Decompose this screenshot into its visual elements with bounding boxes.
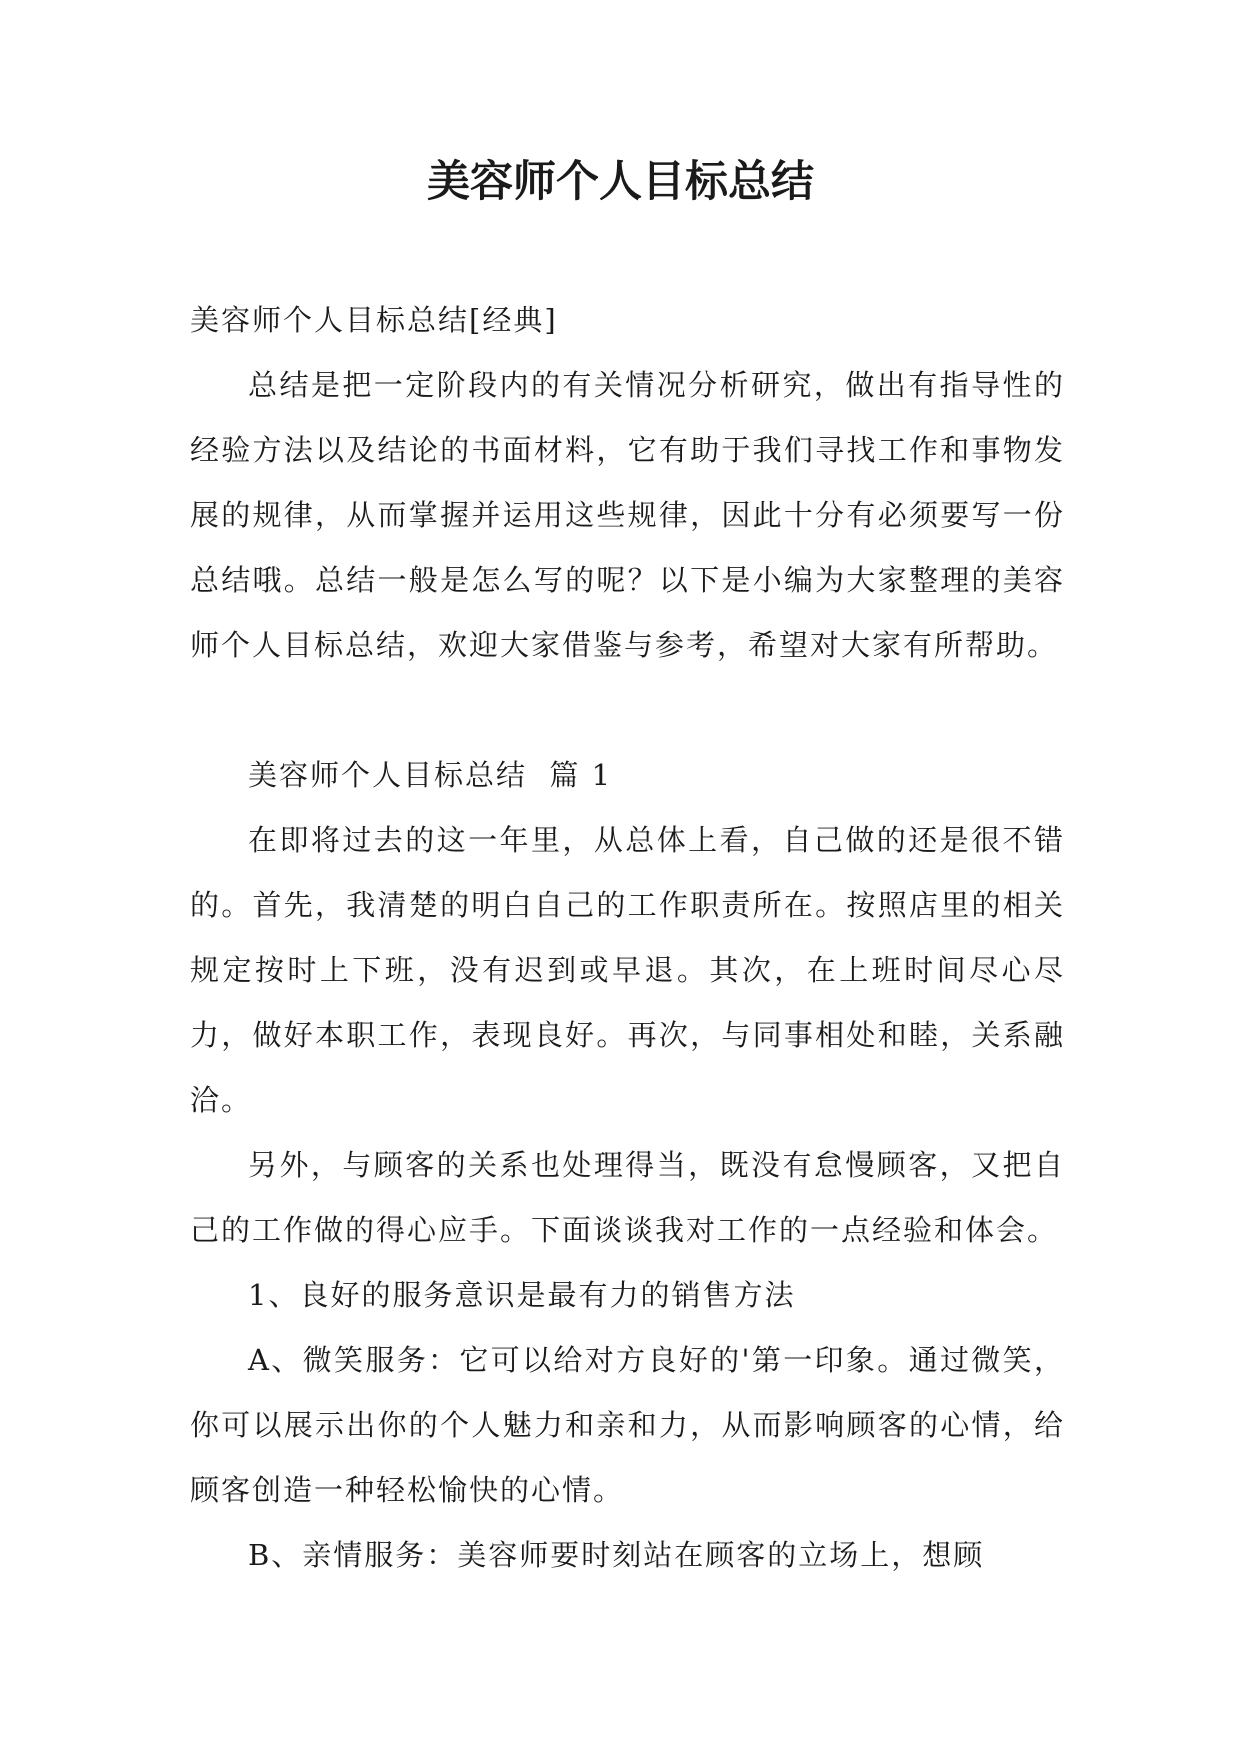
section-heading: 美容师个人目标总结 篇 1 — [248, 758, 613, 792]
document-body — [190, 288, 1065, 1588]
document-subtitle: 美容师个人目标总结[经典] — [190, 303, 558, 337]
list-item-a: A、微笑服务：它可以给对方良好的'第一印象。通过微笑，你可以展示出你的个人魅力和亲和力，从而影响顾客的心情，给顾客创造一种轻松愉快的心情。 — [190, 1343, 1065, 1507]
list-heading: 1、良好的服务意识是最有力的销售方法 — [248, 1278, 796, 1312]
list-item-b: B、亲情服务：美容师要时刻站在顾客的立场上，想顾 — [248, 1538, 985, 1572]
body-paragraph: 在即将过去的这一年里，从总体上看，自己做的还是很不错的。首先，我清楚的明白自己的工作职责所在。按照店里的相关规定按时上下班，没有迟到或早退。其次，在上班时间尽心尽力，做好本职工作，表现良好。再次，与同事相处和睦，关系融洽。 — [190, 823, 1065, 1117]
body-paragraph: 另外，与顾客的关系也处理得当，既没有怠慢顾客，又把自己的工作做的得心应手。下面谈谈我对工作的一点经验和体会。 — [190, 1148, 1065, 1247]
intro-paragraph: 总结是把一定阶段内的有关情况分析研究，做出有指导性的经验方法以及结论的书面材料，它有助于我们寻找工作和事物发展的规律，从而掌握并运用这些规律，因此十分有必须要写一份总结哦。总结一般是怎么写的呢？以下是小编为大家整理的美容师个人目标总结，欢迎大家借鉴与参考，希望对大家有所帮助。 — [190, 368, 1065, 662]
document-title: 美容师个人目标总结 — [427, 157, 814, 207]
